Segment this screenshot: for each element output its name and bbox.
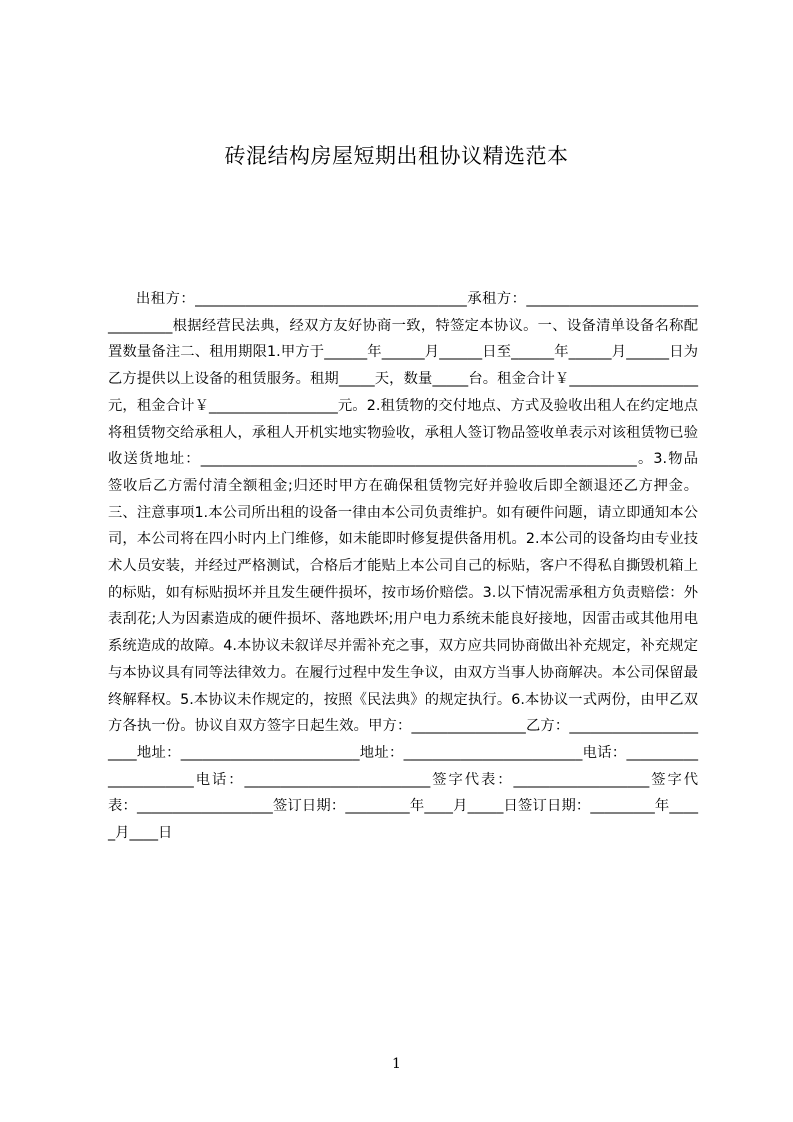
agreement-body: 出租方：______________________________________承租方：_________________________________根据经营民法典，经双方友好协商一致，特签定本协议。一、设备清单设备名称配置数量备注二、租用期限1.甲方于______年______月______日至______年______月______日为乙方提供以上设备的租赁服务。租期_____天，数量_____台。租金合计￥__________________元，租金合计￥__________________元。2.租赁物的交付地点、方式及验收出租人在约定地点将租赁物交给承租人，承租人开机实地实物验收，承租人签订物品签收单表示对该租赁物已验收送货地址：_____________________________________________________________。3.物品签收后乙方需付清全额租金;归还时甲方在确保租赁物完好并验收后即全额退还乙方押金。三、注意事项1.本公司所出租的设备一律由本公司负责维护。如有硬件问题，请立即通知本公司，本公司将在四小时内上门维修，如未能即时修复提供备用机。2.本公司的设备均由专业技术人员安装，并经过严格测试，合格后才能贴上本公司自己的标贴，客户不得私自撕毁机箱上的标贴，如有标贴损坏并且发生硬件损坏，按市场价赔偿。3.以下情况需承租方负责赔偿：外表刮花;人为因素造成的硬件损坏、落地跌坏;用户电力系统未能良好接地，因雷击或其他用电系统造成的故障。4.本协议未叙详尽并需补充之事，双方应共同协商做出补充规定，补充规定与本协议具有同等法律效力。在履行过程中发生争议，由双方当事人协商解决。本公司保留最终解释权。5.本协议未作规定的，按照《民法典》的规定执行。6.本协议一式两份，由甲乙双方各执一份。协议自双方签字日起生效。甲方：________________乙方：______________________地址：_________________________地址：_________________________电话：______________________电话：__________________________签字代表：___________________签字代表：___________________签订日期：_________年____月_____日签订日期：_________年_____月____日: [108, 291, 698, 842]
page-number: 1: [392, 1056, 401, 1072]
document-title: 砖混结构房屋短期出租协议精选范本: [224, 144, 569, 168]
